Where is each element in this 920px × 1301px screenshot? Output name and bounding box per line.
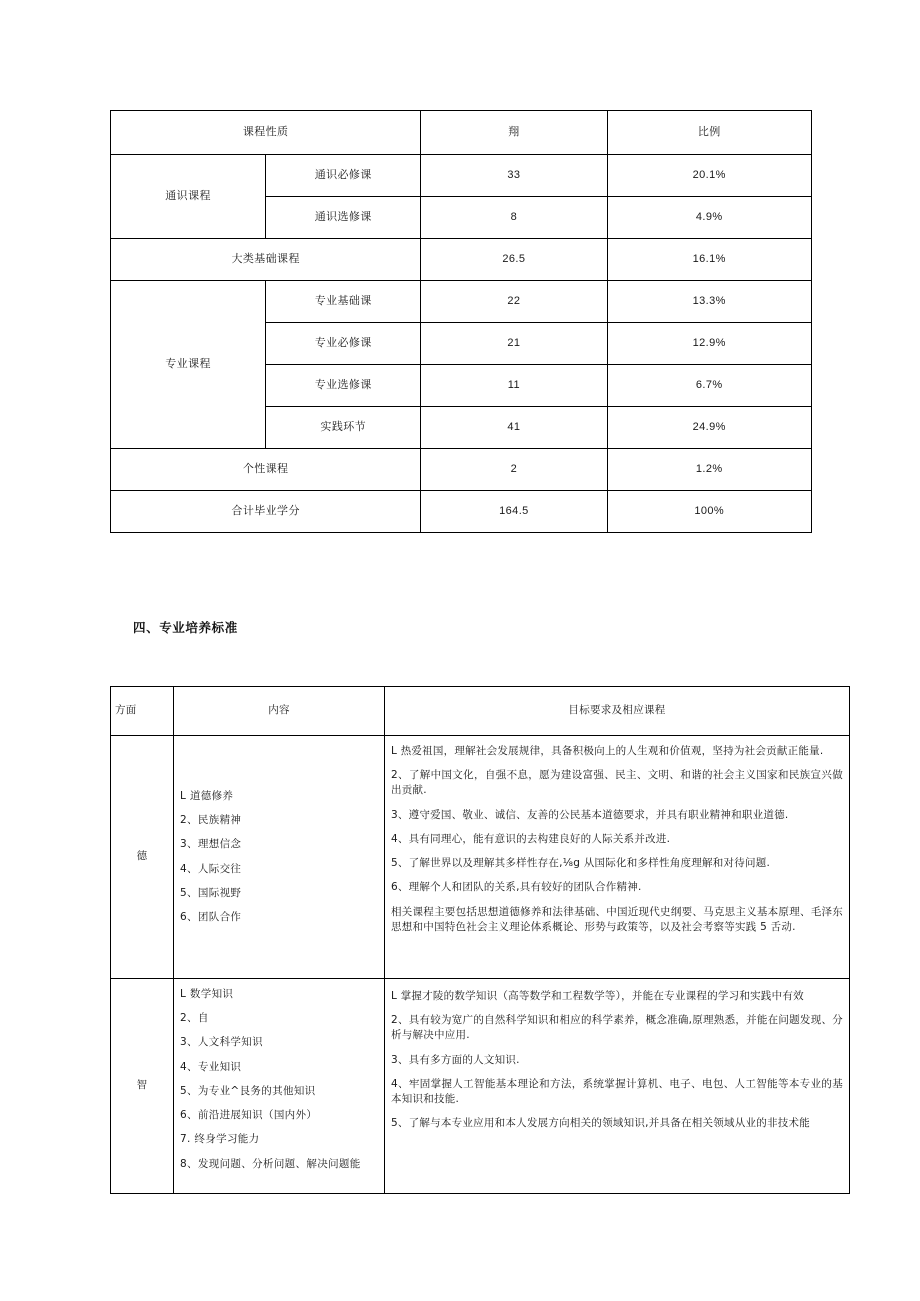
credits-value: 2 [421, 449, 607, 491]
ratio-value: 12.9% [607, 323, 812, 365]
subcategory-label: 专业必修课 [266, 323, 421, 365]
training-standards-table [110, 686, 850, 1194]
credits-value: 22 [421, 281, 607, 323]
subcategory-label: 通识选修课 [266, 197, 421, 239]
list-item: 3、遵守爱国、敬业、诚信、友善的公民基本道德要求，并具有职业精神和职业道德. [391, 808, 789, 821]
table-row-total [111, 491, 812, 533]
ratio-value: 24.9% [607, 407, 812, 449]
list-item: 2、民族精神 [180, 814, 242, 827]
content-list-moral [174, 736, 385, 979]
moral-content-items [180, 789, 378, 925]
credits-value: 21 [421, 323, 607, 365]
list-item: 3、具有多方面的人文知识. [391, 1053, 520, 1066]
list-item: L 热爱祖国，理解社会发展规律，具备积极向上的人生观和价值观，坚持为社会贡献正能量. [391, 745, 824, 757]
category-foundation-courses: 大类基础课程 [111, 239, 421, 281]
content-list-intellect [174, 979, 385, 1194]
list-item: 5、了解世界以及理解其多样性存在,⅛g 从国际化和多样性角度理解和对待问题. [391, 857, 771, 870]
list-item: 2、自 [180, 1012, 209, 1025]
header-credits: 翔 [421, 111, 607, 155]
table-row [111, 281, 812, 323]
intellect-content-items [180, 987, 378, 1172]
list-item: 5、为专业^艮务的其他知识 [180, 1084, 316, 1097]
list-item: 2、了解中国文化，自强不息，愿为建设富强、民主、文明、和谐的社会主义国家和民族宣兴做出贡献. [391, 769, 843, 797]
ratio-value: 1.2% [607, 449, 812, 491]
ratio-value: 13.3% [607, 281, 812, 323]
header-goal-requirements: 目标要求及相应课程 [385, 687, 850, 736]
list-item: 6、理解个人和团队的关系,具有较好的团队合作精神. [391, 881, 642, 894]
list-item: 5、国际视野 [180, 886, 242, 899]
total-ratio-value: 100% [607, 491, 812, 533]
table-row [111, 155, 812, 197]
total-credits-value: 164.5 [421, 491, 607, 533]
list-item: 2、具有较为宽广的自然科学知识和相应的科学素养，概念准确,原理熟悉，并能在问题发现、分析与解决中应用. [391, 1014, 843, 1042]
credits-value: 33 [421, 155, 607, 197]
list-item: 4、专业知识 [180, 1060, 242, 1073]
ratio-value: 4.9% [607, 197, 812, 239]
table-header-row [111, 687, 850, 736]
goal-list-moral [385, 736, 850, 979]
table-row-intellect [111, 979, 850, 1194]
credits-value: 11 [421, 365, 607, 407]
header-course-category: 课程性质 [111, 111, 421, 155]
credits-value: 41 [421, 407, 607, 449]
list-item: 8、发现问题、分析问题、解决问题能 [180, 1157, 361, 1170]
credits-value: 26.5 [421, 239, 607, 281]
list-item: 6、团队合作 [180, 910, 242, 923]
list-item: L 掌握才陵的数学知识（高等数学和工程数学等），并能在专业课程的学习和实践中有效 [391, 990, 804, 1002]
credits-distribution-table [110, 110, 812, 533]
list-item: 3、人文科学知识 [180, 1036, 263, 1049]
category-personalized-courses: 个性课程 [111, 449, 421, 491]
category-total-credits: 合计毕业学分 [111, 491, 421, 533]
list-item: 4、人际交往 [180, 862, 242, 875]
table-row [111, 239, 812, 281]
subcategory-label: 专业选修课 [266, 365, 421, 407]
table-row [111, 449, 812, 491]
ratio-value: 20.1% [607, 155, 812, 197]
list-item: 7. 终身学习能力 [180, 1133, 260, 1146]
ratio-value: 6.7% [607, 365, 812, 407]
intellect-goal-items [391, 989, 843, 1132]
credits-value: 8 [421, 197, 607, 239]
list-item: 相关课程主要包括思想道德修养和法律基础、中国近现代史纲要、马克思主义基本原理、毛泽东思想和中国特色社会主义理论体系概论、形势与政策等，以及社会考察等实践 5 舌动. [391, 905, 843, 933]
header-ratio: 比例 [607, 111, 812, 155]
list-item: L 道德修养 [180, 789, 234, 802]
table-row-moral [111, 736, 850, 979]
list-item: L 数学知识 [180, 988, 234, 1000]
category-major-courses: 专业课程 [111, 281, 266, 449]
header-content: 内容 [174, 687, 385, 736]
category-general-education: 通识课程 [111, 155, 266, 239]
list-item: 4、具有同理心，能有意识的去构建良好的人际关系并改进. [391, 832, 671, 845]
ratio-value: 16.1% [607, 239, 812, 281]
subcategory-label: 实践环节 [266, 407, 421, 449]
list-item: 6、前沿进展知识（国内外） [180, 1109, 318, 1122]
section-heading-training-standards: 四、专业培养标准 [133, 620, 238, 635]
goal-list-intellect [385, 979, 850, 1194]
aspect-label-intellect: 智 [111, 979, 174, 1194]
list-item: 4、牢固掌握人工智能基本理论和方法，系统掌握计算机、电子、电包、人工智能等本专业的基本知识和技能. [391, 1077, 843, 1106]
list-item: 5、了解与本专业应用和本人发展方向相关的领域知识,并具备在相关领域从业的非技术能 [391, 1117, 811, 1130]
aspect-label-moral: 德 [111, 736, 174, 979]
moral-goal-items [391, 744, 843, 935]
table-header-row [111, 111, 812, 155]
subcategory-label: 通识必修课 [266, 155, 421, 197]
subcategory-label: 专业基础课 [266, 281, 421, 323]
list-item: 3、理想信念 [180, 838, 242, 851]
header-aspect: 方面 [111, 687, 174, 736]
